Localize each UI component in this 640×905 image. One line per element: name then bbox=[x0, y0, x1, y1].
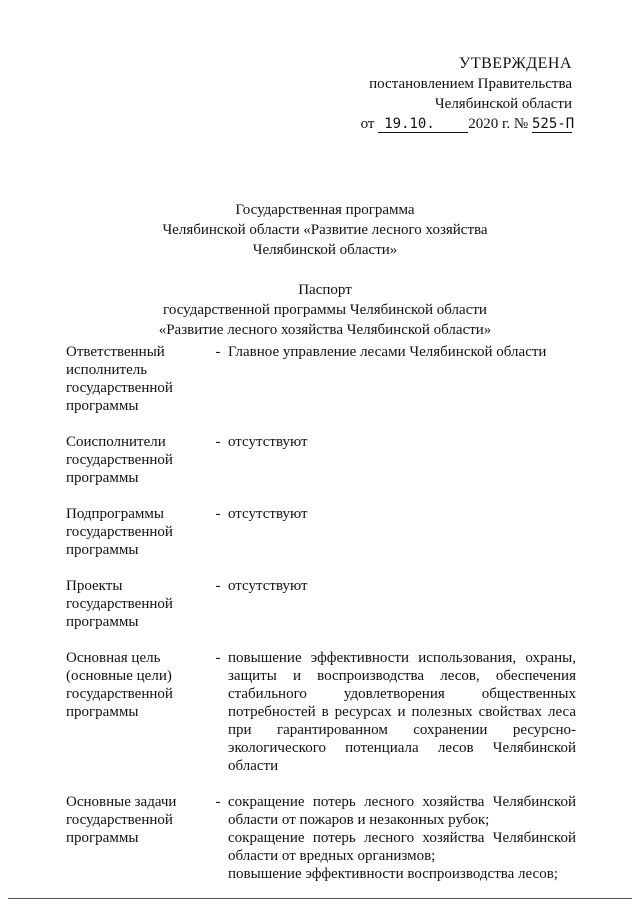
row-value bbox=[228, 343, 576, 415]
row-label-line: программы bbox=[66, 542, 139, 558]
document-heading bbox=[140, 200, 510, 340]
approval-title: УТВЕРЖДЕНА bbox=[458, 55, 572, 72]
row-value-text: отсутствуют bbox=[228, 434, 308, 450]
passport-row bbox=[66, 433, 576, 487]
decree-number: 525-П bbox=[532, 116, 575, 132]
row-dash: - bbox=[215, 794, 221, 810]
row-value-text: сокращение потерь лесного хозяйства Челябинской области от вредных организмов; bbox=[228, 830, 576, 864]
row-value-text: повышение эффективности использования, охраны, защиты и воспроизводства лесов, обеспечения стабильного удовлетворения общественных потребностей в ресурсах и полезных свойствах леса при гарантированном сохранении ресурсно-экологического потенциала лесов Челябинской области bbox=[228, 650, 576, 774]
row-value-text: сокращение потерь лесного хозяйства Челябинской области от пожаров и незаконных рубок; bbox=[228, 794, 576, 828]
passport-subtitle-2: «Развитие лесного хозяйства Челябинской области» bbox=[158, 322, 492, 338]
row-label-line: программы bbox=[66, 470, 139, 486]
program-title-line-3: Челябинской области» bbox=[252, 242, 398, 258]
row-label-line: Проекты bbox=[66, 578, 123, 594]
row-value-text: повышение эффективности воспроизводства лесов; bbox=[228, 866, 558, 882]
row-label-line: государственной bbox=[66, 686, 173, 702]
row-label bbox=[66, 343, 208, 415]
row-label-line: Ответственный bbox=[66, 344, 165, 360]
row-dash: - bbox=[215, 434, 221, 450]
row-label-line: государственной bbox=[66, 596, 173, 612]
row-label-line: (основные цели) bbox=[66, 668, 172, 684]
row-label bbox=[66, 505, 208, 559]
passport-table bbox=[66, 343, 576, 901]
row-dash: - bbox=[215, 506, 221, 522]
row-label bbox=[66, 649, 208, 775]
row-value-text: отсутствуют bbox=[228, 506, 308, 522]
row-value bbox=[228, 505, 576, 559]
row-label bbox=[66, 577, 208, 631]
passport-title: Паспорт bbox=[298, 282, 352, 298]
row-label bbox=[66, 793, 208, 883]
row-label-line: Подпрограммы bbox=[66, 506, 164, 522]
row-label-line: Соисполнители bbox=[66, 434, 166, 450]
row-value-text: отсутствуют bbox=[228, 578, 308, 594]
approval-line-2: Челябинской области bbox=[434, 96, 572, 112]
passport-row bbox=[66, 343, 576, 415]
passport-row bbox=[66, 649, 576, 775]
row-label bbox=[66, 433, 208, 487]
date-value: 19.10. bbox=[378, 117, 468, 133]
program-title-line-1: Государственная программа bbox=[235, 202, 415, 218]
date-suffix: 2020 г. № bbox=[468, 116, 529, 132]
row-value bbox=[228, 793, 576, 883]
row-value-text: Главное управление лесами Челябинской области bbox=[228, 344, 547, 360]
row-dash: - bbox=[215, 650, 221, 666]
passport-row bbox=[66, 577, 576, 631]
approval-date-line bbox=[360, 114, 575, 134]
row-label-line: программы bbox=[66, 830, 139, 846]
row-value bbox=[228, 649, 576, 775]
row-label-line: государственной bbox=[66, 380, 173, 396]
row-label-line: государственной bbox=[66, 524, 173, 540]
passport-row bbox=[66, 505, 576, 559]
row-dash: - bbox=[215, 578, 221, 594]
approval-stamp bbox=[360, 54, 575, 134]
date-prefix: от bbox=[360, 116, 375, 132]
row-label-line: программы bbox=[66, 398, 139, 414]
row-label-line: государственной bbox=[66, 452, 173, 468]
row-dash: - bbox=[215, 344, 221, 360]
row-value bbox=[228, 577, 576, 631]
row-value bbox=[228, 433, 576, 487]
row-label-line: исполнитель bbox=[66, 362, 148, 378]
passport-row bbox=[66, 793, 576, 883]
approval-line-1: постановлением Правительства bbox=[369, 76, 572, 92]
row-label-line: программы bbox=[66, 704, 139, 720]
row-label-line: Основные задачи bbox=[66, 794, 177, 810]
page-bottom-rule bbox=[8, 898, 632, 899]
row-label-line: Основная цель bbox=[66, 650, 161, 666]
row-label-line: программы bbox=[66, 614, 139, 630]
passport-subtitle-1: государственной программы Челябинской области bbox=[163, 302, 487, 318]
program-title-line-2: Челябинской области «Развитие лесного хозяйства bbox=[162, 222, 488, 238]
row-label-line: государственной bbox=[66, 812, 173, 828]
